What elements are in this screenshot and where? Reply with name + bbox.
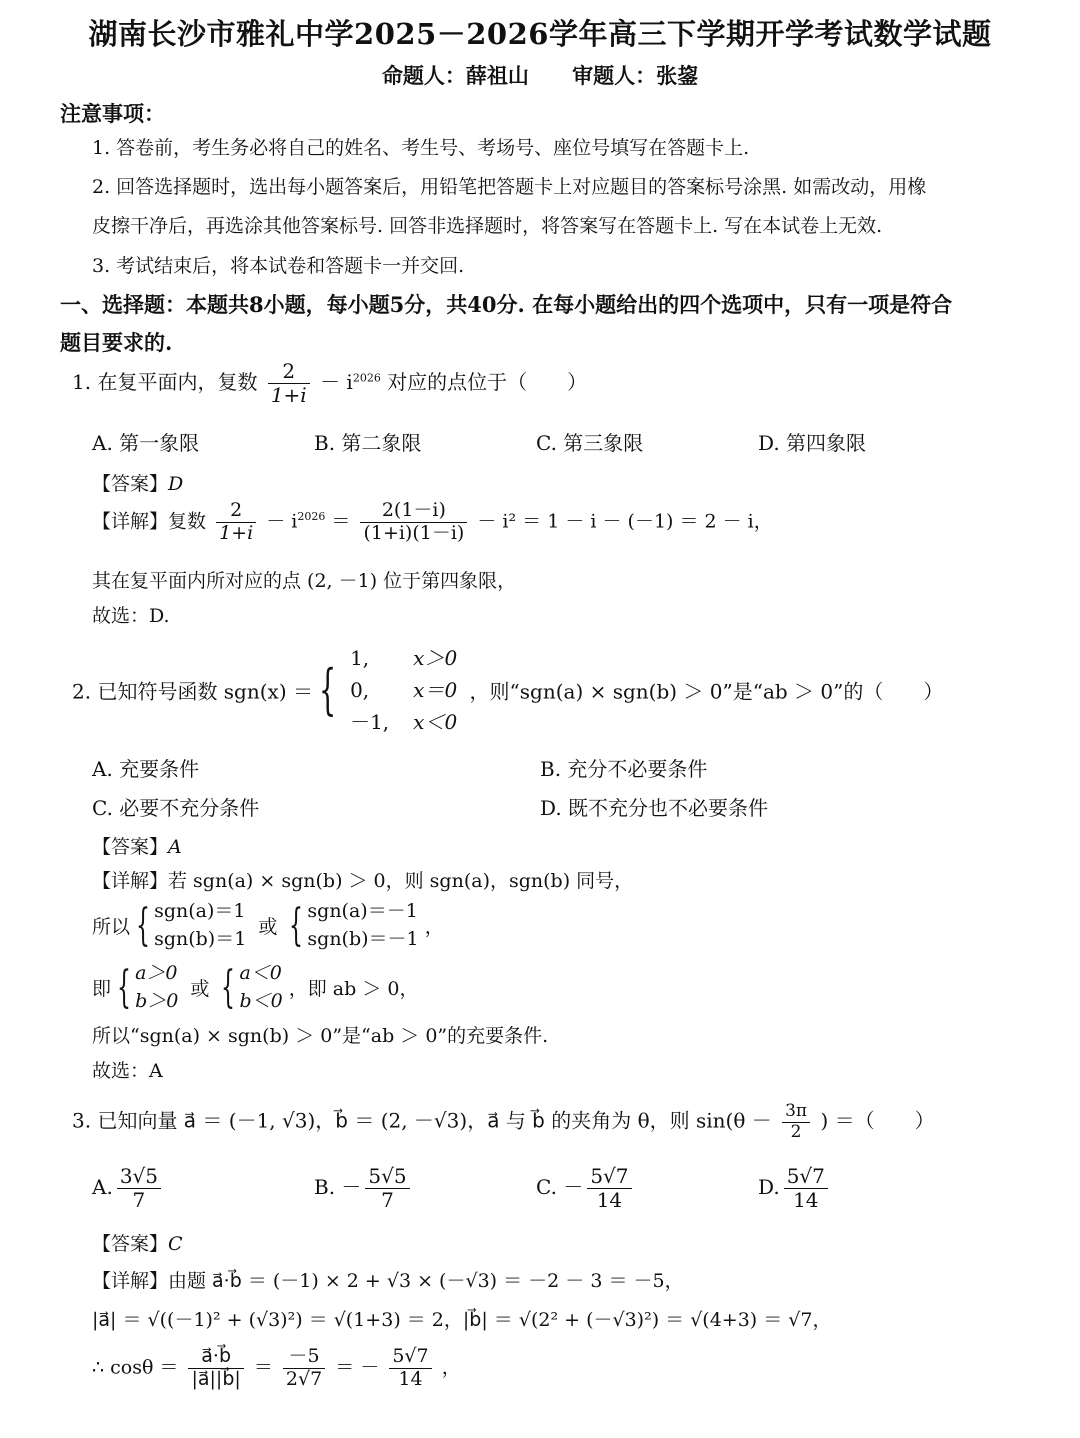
option-d: D. 既不充分也不必要条件 [540, 796, 769, 820]
notice-item: 2. 回答选择题时，选出每小题答案后，用铅笔把答题卡上对应题目的答案标号涂黑. 如需改动，用橡 [92, 176, 927, 198]
option-c: C. 必要不充分条件 [92, 796, 260, 820]
question-2: 2. 已知符号函数 sgn(x) ＝ { 1, x＞0 0, x＝0 －1, x＜0 ，则“sgn(a) × sgn(b) ＞ 0”是“ab ＞ 0”的（ ） [72, 642, 943, 738]
page-title: 湖南长沙市雅礼中学2025－2026学年高三下学期开学考试数学试题 [88, 17, 992, 51]
answer-3: 【答案】C [92, 1233, 183, 1255]
detail-1-line: 其在复平面内所对应的点 (2, －1) 位于第四象限， [92, 570, 517, 592]
option-a: A. $\frac{3√5}{7}$ [92, 1165, 165, 1212]
answer-1: 【答案】D [92, 473, 184, 495]
detail-2-cases: 即 { a＞0 b＞0 或 { a＜0 b＜0 ，即 ab ＞ 0， [92, 961, 419, 1013]
option-b: B. 第二象限 [314, 431, 422, 455]
option-a: A. 充要条件 [92, 757, 200, 781]
author: 命题人：薛祖山 [381, 63, 529, 88]
detail-3-line: |a⃗| ＝ √((－1)² + (√3)²) ＝ √(1+3) ＝ 2，|b⃗| ＝ √(2² + (－√3)²) ＝ √(4+3) ＝ √7， [92, 1309, 832, 1331]
question-3: 3. 已知向量 a⃗ ＝ (－1, √3)，b⃗ ＝ (2, －√3)，a⃗ 与 b⃗ 的夹角为 θ，则 sin(θ － $\frac{3\pi}{2}$ ) ＝（ ） [72, 1101, 935, 1142]
fraction: $\frac{2}{1+i}$ [268, 360, 310, 407]
notice-item: 3. 考试结束后，将本试卷和答题卡一并交回. [92, 255, 465, 277]
option-c: C. 第三象限 [536, 431, 644, 455]
notice-item: 皮擦干净后，再选涂其他答案标号. 回答非选择题时，将答案写在答题卡上. 写在本试卷上无效. [92, 215, 883, 237]
detail-1-line: 故选：D. [92, 605, 170, 627]
option-d: D. $\frac{5√7}{14}$ [758, 1165, 832, 1212]
detail-3-cos: ∴ cosθ ＝ $\frac{a⃗\cdot b⃗}{|a⃗||b⃗|}$ ＝ $\frac{-5}{2√7}$ ＝ － $\frac{5√7}{14}$ ， [92, 1345, 461, 1390]
notice-heading: 注意事项： [60, 101, 165, 126]
reviewer: 审题人：张鋆 [572, 63, 699, 88]
option-b: B. － $\frac{5√5}{7}$ [314, 1165, 414, 1212]
question-1: 1. 在复平面内，复数 $\frac{2}{1+i}$ － $i^{2026}$ 对应的点位于（ ） [72, 359, 588, 407]
detail-2-line: 所以“sgn(a) × sgn(b) ＞ 0”是“ab ＞ 0”的充要条件. [92, 1025, 549, 1047]
notice-item: 1. 答卷前，考生务必将自己的姓名、考生号、考场号、座位号填写在答题卡上. [92, 137, 750, 159]
option-c: C. － $\frac{5√7}{14}$ [536, 1165, 636, 1212]
answer-2: 【答案】A [92, 836, 182, 858]
detail-2-cases: 所以 { sgn(a)＝1 sgn(b)＝1 或 { sgn(a)＝－1 sgn(b)＝－1 ， [92, 899, 444, 951]
detail-3: 【详解】由题 a⃗·b⃗ ＝ (－1) × 2 + √3 × (－√3) ＝ －2 － 3 ＝ －5， [92, 1270, 684, 1292]
option-b: B. 充分不必要条件 [540, 757, 708, 781]
detail-1: 【详解】复数 $\frac{2}{1+i}$ － $i^{2026}$ ＝ $\frac{2(1-i)}{(1+i)(1-i)}$ － i² ＝ 1 － i － (－1) ＝ 2 － i， [92, 499, 773, 544]
piecewise-cases: 1, x＞0 0, x＝0 －1, x＜0 [350, 646, 458, 734]
option-d: D. 第四象限 [758, 431, 867, 455]
detail-2-line: 故选：A [92, 1060, 163, 1082]
section-heading: 一、选择题：本题共8小题，每小题5分，共40分. 在每小题给出的四个选项中，只有一项是符合 [60, 292, 953, 317]
authors-line [0, 60, 1080, 90]
option-a: A. 第一象限 [92, 431, 200, 455]
detail-2: 【详解】若 sgn(a) × sgn(b) ＞ 0，则 sgn(a)，sgn(b) 同号， [92, 870, 634, 892]
section-heading-cont: 题目要求的. [60, 330, 173, 355]
